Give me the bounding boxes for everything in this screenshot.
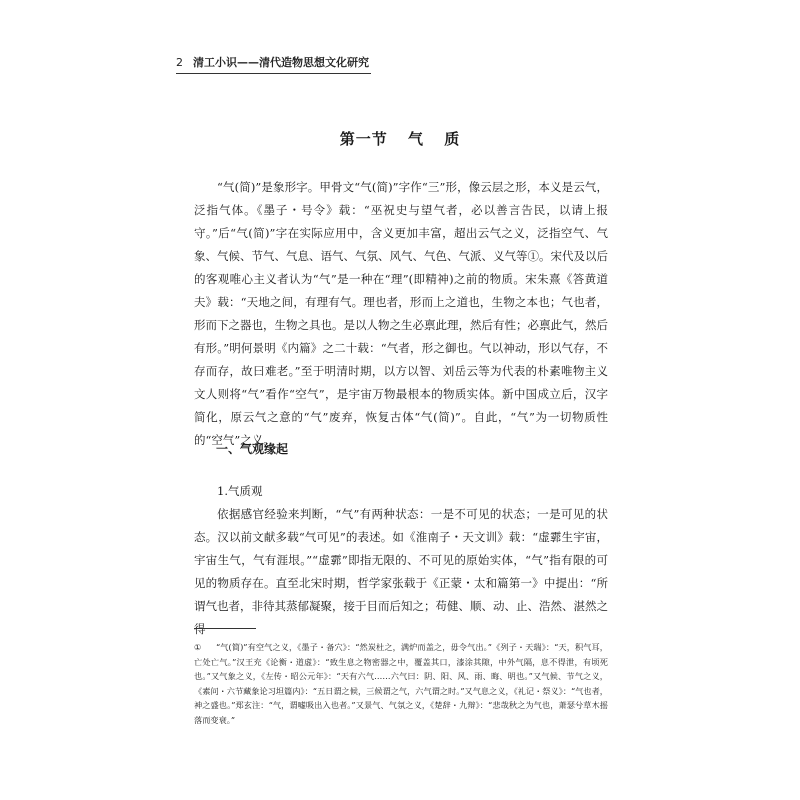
footnote	[194, 640, 608, 727]
footnote-rule	[194, 628, 256, 629]
footnote-text: “气(简)”有空气之义，《墨子・备穴》：“然炭杜之，满炉而盖之，毋令气出。”《列子・天瑞》：“天，积气耳，亡处亡气。”汉王充《论衡・道虚》：“致生息之物密器之中，覆盖其口，漆涂其隙，中外气隔，息不得泄，有顷死也。”又气象之义，《左传・昭公元年》：“天有六气……六气曰：阴、阳、风、雨、晦、明也。”又气候、节气之义，《素问・六节藏象论习坦篇内》：“五日谓之候，三候谓之气，六气谓之时。”又气息之义，《礼记・祭义》：“气也者，神之盛也。”郑玄注：“气，谓嘘吸出入也者。”又景气、气氛之义，《楚辞・九辩》：“悲哉秋之为气也，萧瑟兮草木摇落而变衰。”	[194, 642, 608, 725]
running-header	[176, 54, 371, 74]
running-title: 清工小识——清代造物思想文化研究	[193, 56, 369, 69]
subsection-title: 1.气质观	[217, 484, 263, 498]
intro-paragraph: “气(简)”是象形字。甲骨文“气(简)”字作“三”形，像云层之形，本义是云气，泛指气体。《墨子・号令》载：“巫祝史与望气者，必以善言告民，以请上报守。”后“气(简)”字在实际应用中，含义更加丰富，超出云气之义，泛指空气、气象、气候、节气、气息、语气、气氛、风气、气色、气派、义气等①。宋代及以后的客观唯心主义者认为“气”是一种在“理”(即精神)之前的物质。宋朱熹《答黄道夫》载：“天地之间，有理有气。理也者，形而上之道也，生物之本也；气也者，形而下之器也，生物之具也。是以人物之生必禀此理，然后有性；必禀此气，然后有形。”明何景明《内篇》之二十载：“气者，形之御也。气以神动，形以气存，不存而存，故曰难老。”至于明清时期，以方以智、刘岳云等为代表的朴素唯物主义文人则将“气”看作“空气”，是宇宙万物最根本的物质实体。新中国成立后，汉字简化，原云气之意的“气”废弃，恢复古体“气(简)”。自此，“气”为一切物质性的“空气”之义。	[194, 180, 608, 447]
page-number: 2	[176, 56, 183, 69]
footnote-marker: ①	[194, 642, 202, 652]
section-title: 第一节 气 质	[339, 130, 461, 148]
body-paragraph: 依据感官经验来判断，“气”有两种状态：一是不可见的状态；一是可见的状态。汉以前文献多载“气可见”的表述。如《淮南子・天文训》载：“虚霩生宇宙，宇宙生气，气有涯垠。”“虚霩”即指无限的、不可见的原始实体，“气”指有限的可见的物质存在。直至北宋时期，哲学家张载于《正蒙・太和篇第一》中提出：“所谓气也者，非待其蒸郁凝聚，接于目而后知之；苟健、顺、动、止、浩然、湛然之得	[194, 507, 608, 636]
subheading: 一、气观缘起	[216, 442, 289, 456]
